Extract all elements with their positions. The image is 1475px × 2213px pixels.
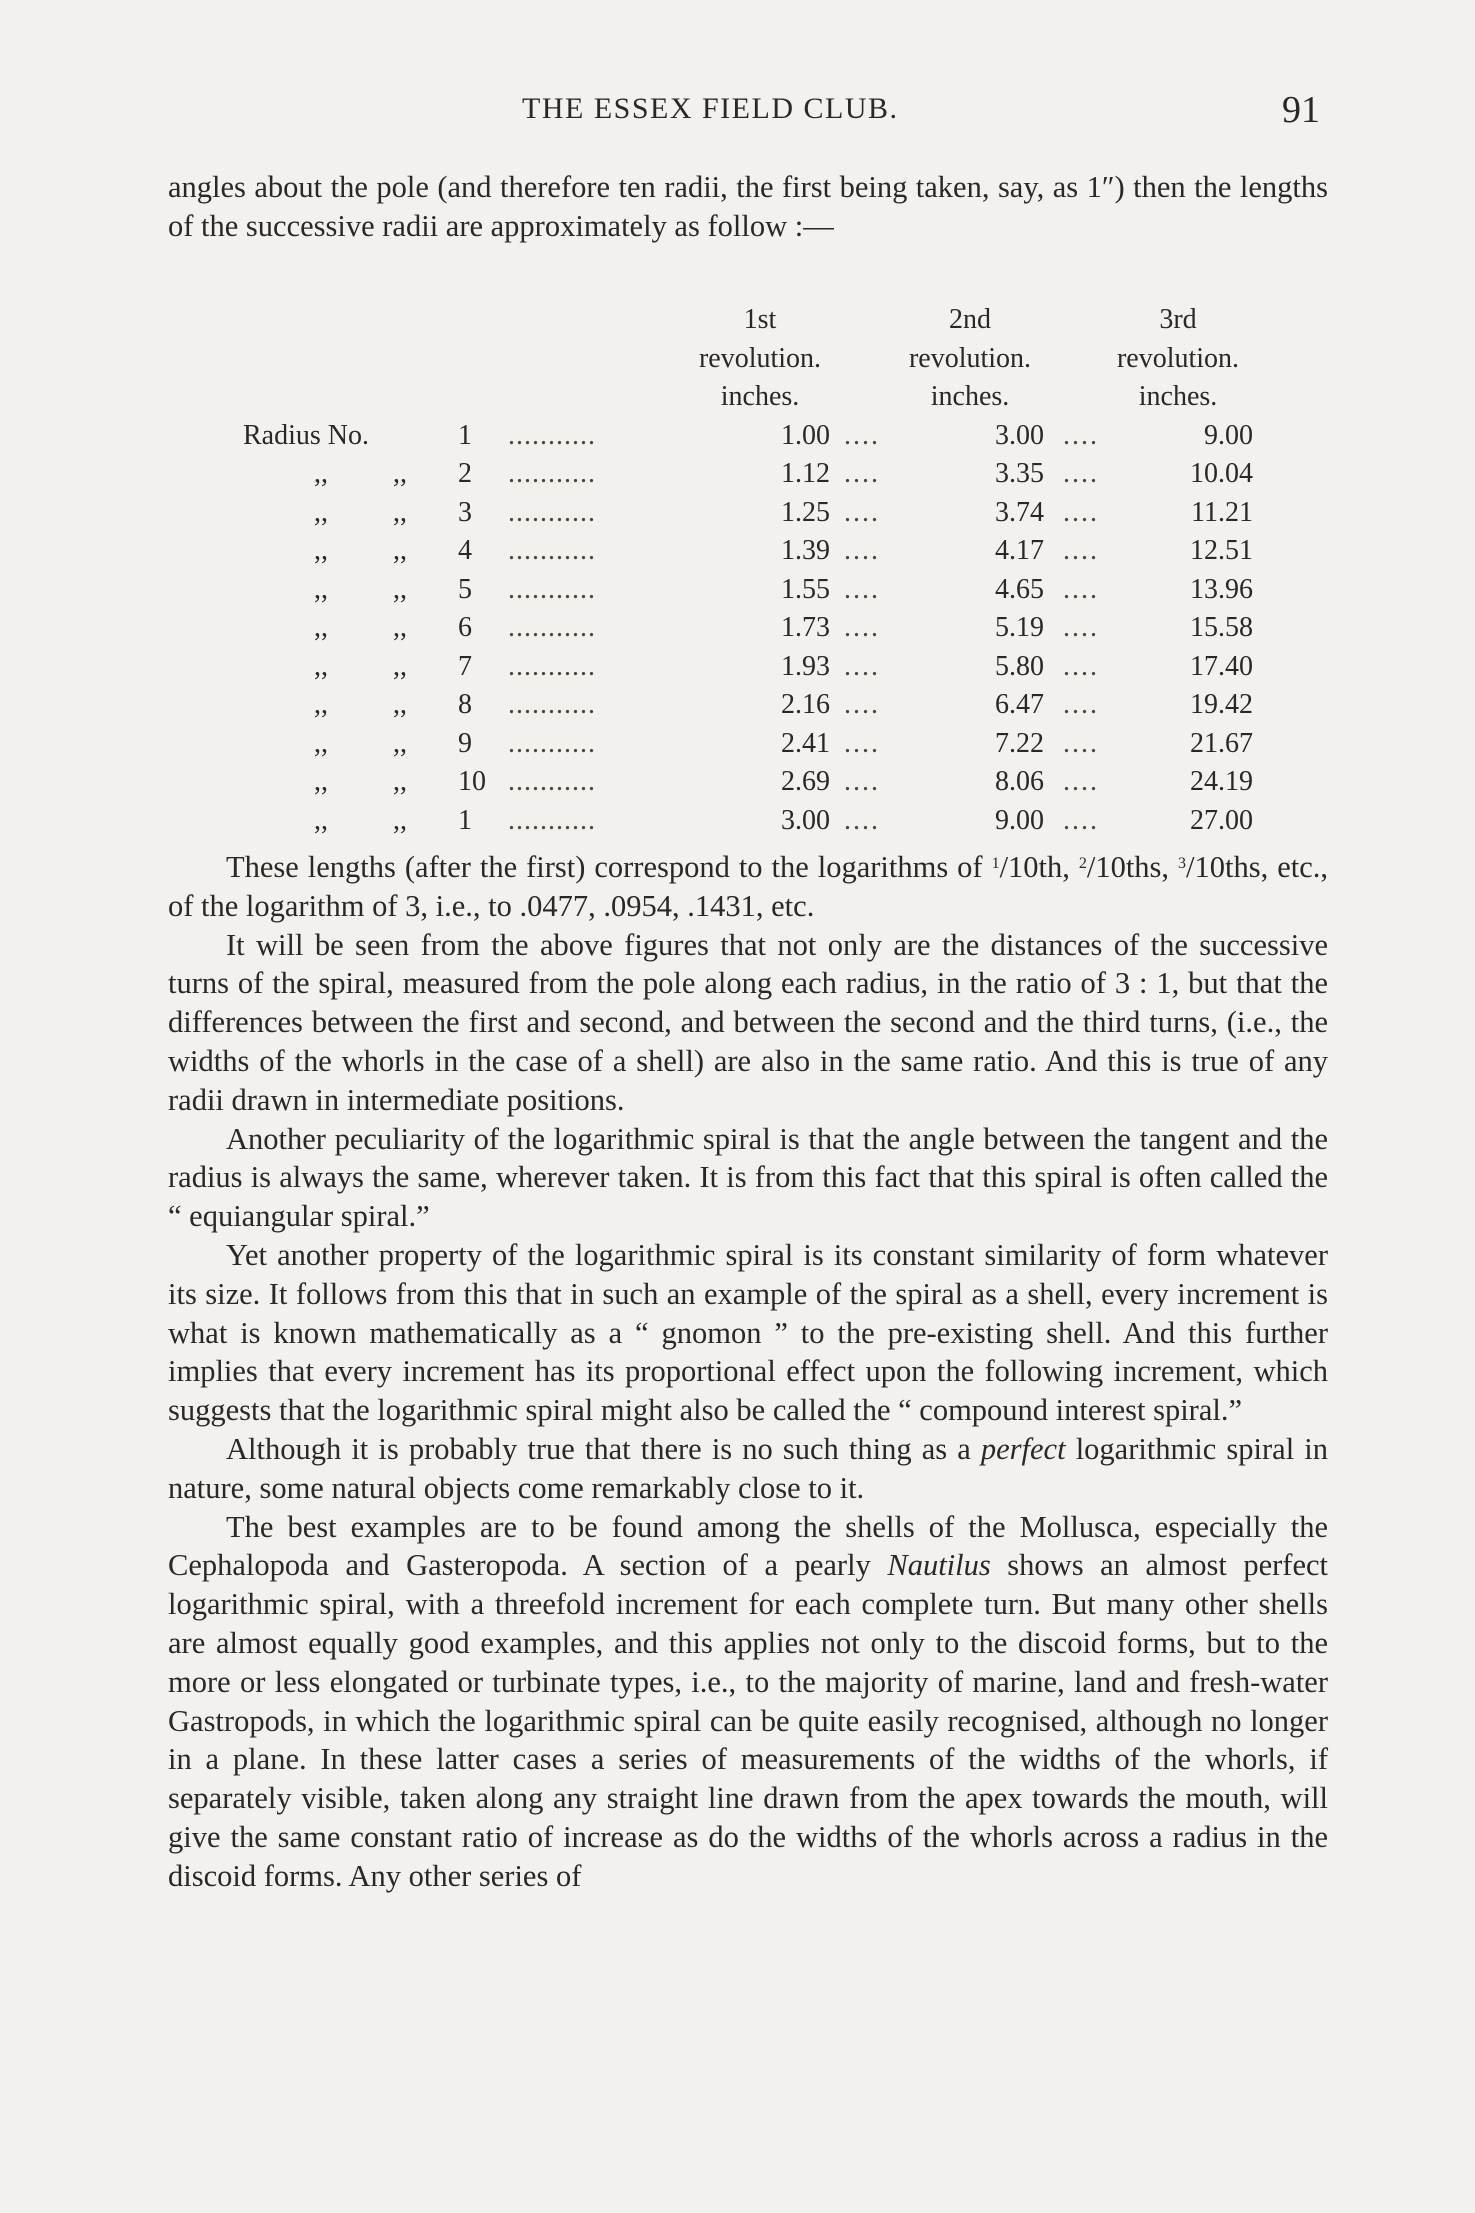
value-rev2: 3.74	[995, 496, 1044, 528]
leader-dots: ...........	[508, 804, 596, 836]
header-col2-unit: inches.	[930, 381, 1010, 412]
leader-dots: ....	[1063, 496, 1099, 528]
p1-fraction-3: 3	[1178, 855, 1187, 872]
leader-dots: ...........	[508, 766, 596, 797]
radius-number: 7	[458, 650, 472, 682]
leader-dots: ....	[844, 535, 880, 566]
leader-dots: ....	[1063, 573, 1099, 605]
value-rev2: 3.00	[995, 419, 1044, 451]
leader-dots: ....	[844, 650, 880, 682]
value-rev3: 10.04	[1190, 458, 1253, 489]
ditto-mark-1: ,,	[314, 766, 328, 797]
p1-text-b: /10th,	[999, 850, 1079, 884]
p5-text-a: Although it is probably true that there is no such thing as a	[226, 1431, 981, 1466]
paragraph-equiangular: Another peculiarity of the logarithmic spiral is that the angle between the tangent and the radius is always the same, wherever taken. It is from this fact that this spiral is often called the “ equiangular spiral.”	[168, 1121, 1328, 1234]
table-row	[168, 725, 1328, 764]
radius-number: 4	[458, 535, 472, 566]
value-rev2: 5.80	[995, 650, 1044, 682]
leader-dots: ....	[1063, 458, 1099, 489]
ditto-mark-2: ,,	[393, 727, 407, 759]
intro-paragraph: angles about the pole (and therefore ten radii, the first being taken, say, as 1″) then the lengths of the successive radii are approximately as follow :—	[168, 170, 1328, 243]
paragraph-ratio: It will be seen from the above figures that not only are the distances of the successive turns of the spiral, measured from the pole along each radius, in the ratio of 3 : 1, but that the differences between the first and second, and between the second and the third turns, (i.e., the widths of the whorls in the case of a shell) are also in the same ratio. And this is true of any radii drawn in intermediate positions.	[168, 927, 1328, 1117]
radius-number: 9	[458, 727, 472, 759]
ditto-mark-2: ,,	[393, 535, 407, 566]
ditto-mark-1: ,,	[314, 612, 328, 643]
leader-dots: ...........	[508, 689, 596, 720]
p6-text-b: shows an almost perfect logarithmic spiral, with a threefold increment for each complete turn. But many other shells are almost equally good examples, and this applies not only to the discoid forms, but to the more or less elongated or turbinate types, i.e., to the majority of marine, land and fresh-water Gastropods, in which the logarithmic spiral can be quite easily recognised, although no longer in a plane. In these latter cases a series of measurements of the widths of the whorls, if separately visible, taken along any straight line drawn from the apex towards the mouth, will give the same constant ratio of increase as do the widths of the whorls across a radius in the discoid forms. Any other series of	[168, 1548, 1328, 1893]
leader-dots: ....	[844, 689, 880, 720]
value-rev2: 4.17	[995, 535, 1044, 566]
leader-dots: ...........	[508, 458, 596, 489]
leader-dots: ...........	[508, 573, 596, 605]
value-rev1: 1.12	[781, 458, 830, 489]
leader-dots: ...........	[508, 612, 596, 643]
p1-text-c: /10ths,	[1086, 850, 1179, 884]
header-col1-revolution: revolution.	[698, 342, 822, 374]
radius-number: 10	[458, 766, 486, 797]
ditto-mark-2: ,,	[393, 804, 407, 836]
leader-dots: ....	[1063, 535, 1099, 566]
value-rev2: 7.22	[995, 727, 1044, 759]
leader-dots: ....	[844, 419, 880, 451]
ditto-mark-1: ,,	[314, 535, 328, 566]
value-rev1: 3.00	[781, 804, 830, 836]
ditto-mark-1: ,,	[314, 573, 328, 605]
ditto-mark-1: ,,	[314, 689, 328, 720]
radius-number: 6	[458, 612, 472, 643]
p6-emphasis-nautilus: Nautilus	[887, 1548, 991, 1583]
radius-number: 1	[458, 419, 472, 451]
table-header-row-revolution	[168, 340, 1328, 379]
header-col3-unit: inches.	[1138, 381, 1218, 412]
row-label: Radius No.	[243, 419, 369, 451]
table-row	[168, 571, 1328, 610]
value-rev1: 1.73	[781, 612, 830, 643]
header-col3-revolution: revolution.	[1116, 342, 1240, 374]
intro-paragraph-block	[168, 168, 1328, 246]
page-number: 91	[1282, 89, 1320, 131]
leader-dots: ....	[844, 458, 880, 489]
value-rev1: 2.41	[781, 727, 830, 759]
ditto-mark-1: ,,	[314, 496, 328, 528]
table-row	[168, 648, 1328, 687]
leader-dots: ...........	[508, 727, 596, 759]
value-rev3: 15.58	[1190, 612, 1253, 643]
value-rev1: 2.16	[781, 689, 830, 720]
header-col2-revolution: revolution.	[908, 342, 1032, 374]
ditto-mark-1: ,,	[314, 458, 328, 489]
paragraph-logarithms	[168, 845, 1328, 926]
radius-number: 5	[458, 573, 472, 605]
paragraph-perfect-spiral	[168, 1430, 1328, 1508]
value-rev3: 9.00	[1204, 419, 1253, 451]
table-row	[168, 802, 1328, 841]
value-rev1: 1.39	[781, 535, 830, 566]
ditto-mark-2: ,,	[393, 458, 407, 489]
value-rev2: 9.00	[995, 804, 1044, 836]
leader-dots: ....	[844, 727, 880, 759]
running-head	[0, 89, 1475, 132]
table-body	[168, 417, 1328, 841]
table-row	[168, 532, 1328, 571]
p5-text-b: logarithmic spiral in nature, some natural objects come remarkably close to it.	[168, 1431, 1328, 1505]
running-title: THE ESSEX FIELD CLUB.	[522, 92, 899, 125]
table-row	[168, 455, 1328, 494]
leader-dots: ....	[1063, 727, 1099, 759]
radius-number: 2	[458, 458, 472, 489]
header-col1-unit: inches.	[720, 381, 800, 412]
p1-text-d: /10ths, etc., of the logarithm of 3, i.e., to .0477, .0954, .1431, etc.	[168, 850, 1328, 923]
radii-table	[168, 301, 1328, 840]
leader-dots: ...........	[508, 535, 596, 566]
leader-dots: ....	[1063, 650, 1099, 682]
leader-dots: ....	[844, 573, 880, 605]
table-row	[168, 763, 1328, 802]
value-rev1: 1.25	[781, 496, 830, 528]
value-rev3: 19.42	[1190, 689, 1253, 720]
header-col1-ordinal: 1st	[743, 304, 777, 335]
leader-dots: ...........	[508, 419, 596, 451]
value-rev2: 4.65	[995, 573, 1044, 605]
ditto-mark-2: ,,	[393, 612, 407, 643]
body-text	[168, 845, 1328, 1896]
value-rev1: 1.00	[781, 419, 830, 451]
ditto-mark-2: ,,	[393, 496, 407, 528]
leader-dots: ...........	[508, 496, 596, 528]
value-rev3: 24.19	[1190, 766, 1253, 797]
ditto-mark-2: ,,	[393, 573, 407, 605]
leader-dots: ....	[844, 804, 880, 836]
leader-dots: ....	[844, 766, 880, 797]
ditto-mark-2: ,,	[393, 689, 407, 720]
table-row	[168, 494, 1328, 533]
leader-dots: ....	[1063, 766, 1099, 797]
value-rev2: 3.35	[995, 458, 1044, 489]
table-row	[168, 686, 1328, 725]
value-rev3: 27.00	[1190, 804, 1253, 836]
paragraph-gnomon: Yet another property of the logarithmic spiral is its constant similarity of form whatever its size. It follows from this that in such an example of the spiral as a shell, every increment is what is known mathematically as a “ gnomon ” to the pre-existing shell. And this further implies that every increment has its proportional effect upon the following increment, which suggests that the logarithmic spiral might also be called the “ compound interest spiral.”	[168, 1237, 1328, 1428]
value-rev1: 2.69	[781, 766, 830, 797]
value-rev2: 5.19	[995, 612, 1044, 643]
p1-fraction-1: 1	[991, 855, 1000, 872]
leader-dots: ....	[844, 496, 880, 528]
table-header-row-ordinal	[168, 301, 1328, 340]
radius-number: 1	[458, 804, 472, 836]
table-header-row-units	[168, 378, 1328, 417]
value-rev1: 1.93	[781, 650, 830, 682]
value-rev3: 12.51	[1190, 535, 1253, 566]
leader-dots: ....	[844, 612, 880, 643]
p6-text-a: The best examples are to be found among the shells of the Mollusca, especially the Cephalopoda and Gasteropoda. A section of a pearly	[168, 1509, 1328, 1583]
value-rev3: 13.96	[1190, 573, 1253, 605]
paragraph-mollusca	[168, 1508, 1328, 1896]
leader-dots: ....	[1063, 689, 1099, 720]
value-rev1: 1.55	[781, 573, 830, 605]
value-rev3: 17.40	[1190, 650, 1253, 682]
ditto-mark-2: ,,	[393, 650, 407, 682]
value-rev2: 8.06	[995, 766, 1044, 797]
leader-dots: ....	[1063, 419, 1099, 451]
p1-text-a: These lengths (after the first) correspond to the logarithms of	[226, 850, 992, 884]
ditto-mark-1: ,,	[314, 650, 328, 682]
header-col2-ordinal: 2nd	[949, 304, 991, 335]
p1-fraction-2: 2	[1078, 855, 1087, 872]
header-col3-ordinal: 3rd	[1159, 304, 1197, 335]
ditto-mark-1: ,,	[314, 804, 328, 836]
leader-dots: ....	[1063, 612, 1099, 643]
value-rev2: 6.47	[995, 689, 1044, 720]
table-row	[168, 417, 1328, 456]
table-row	[168, 609, 1328, 648]
value-rev3: 21.67	[1190, 727, 1253, 759]
leader-dots: ...........	[508, 650, 596, 682]
ditto-mark-2: ,,	[393, 766, 407, 797]
leader-dots: ....	[1063, 804, 1099, 836]
value-rev3: 11.21	[1191, 496, 1253, 528]
radius-number: 3	[458, 496, 472, 528]
p5-emphasis: perfect	[980, 1431, 1066, 1466]
radius-number: 8	[458, 689, 472, 720]
ditto-mark-1: ,,	[314, 727, 328, 759]
